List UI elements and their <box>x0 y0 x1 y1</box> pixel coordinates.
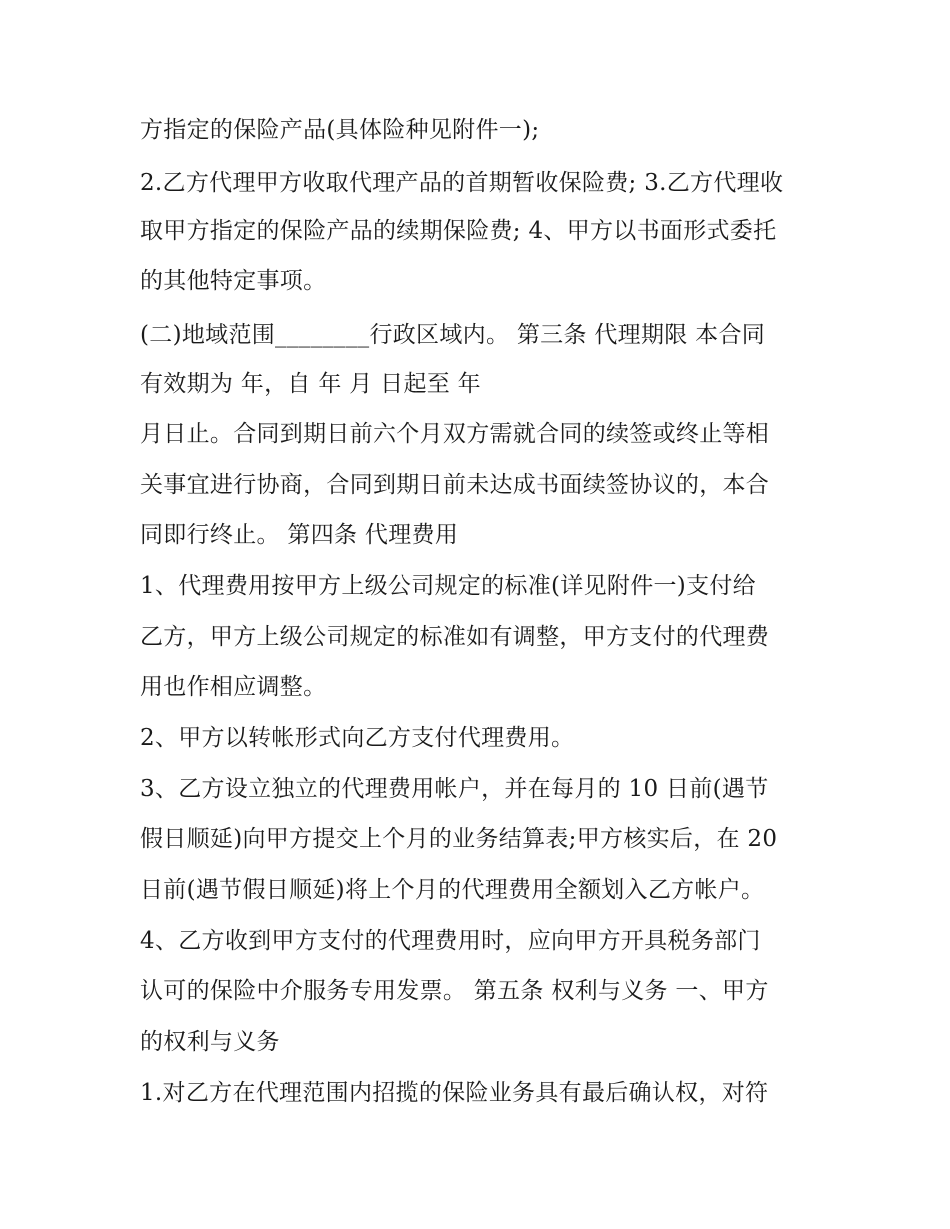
text-line: 4、乙方收到甲方支付的代理费用时，应向甲方开具税务部门 <box>140 928 761 954</box>
text-line: 关事宜进行协商，合同到期日前未达成书面续签协议的，本合 <box>140 472 770 498</box>
text-line: (二)地域范围________行政区域内。 第三条 代理期限 本合同 <box>140 322 766 348</box>
text-line: 乙方，甲方上级公司规定的标准如有调整，甲方支付的代理费 <box>140 624 770 650</box>
text-line: 同即行终止。 第四条 代理费用 <box>140 522 459 548</box>
text-line: 3、乙方设立独立的代理费用帐户，并在每月的 10 日前(遇节 <box>140 776 769 802</box>
text-line: 月日止。合同到期日前六个月双方需就合同的续签或终止等相 <box>140 421 770 447</box>
text-line: 日前(遇节假日顺延)将上个月的代理费用全额划入乙方帐户。 <box>140 877 765 903</box>
text-line: 方指定的保险产品(具体险种见附件一); <box>140 117 540 143</box>
text-line: 的其他特定事项。 <box>140 268 327 294</box>
text-line: 认可的保险中介服务专用发票。 第五条 权利与义务 一、甲方 <box>140 978 769 1004</box>
text-line: 有效期为 年，自 年 月 日起至 年 <box>140 371 481 397</box>
text-line: 2、甲方以转帐形式向乙方支付代理费用。 <box>140 725 575 751</box>
text-line: 的权利与义务 <box>140 1029 280 1055</box>
text-line: 用也作相应调整。 <box>140 674 327 700</box>
text-line: 2.乙方代理甲方收取代理产品的首期暂收保险费; 3.乙方代理收 <box>140 170 784 196</box>
text-line: 取甲方指定的保险产品的续期保险费; 4、甲方以书面形式委托 <box>140 218 777 244</box>
text-line: 假日顺延)向甲方提交上个月的业务结算表;甲方核实后，在 20 <box>140 826 778 852</box>
text-line: 1、代理费用按甲方上级公司规定的标准(详见附件一)支付给 <box>140 573 756 599</box>
text-line: 1.对乙方在代理范围内招揽的保险业务具有最后确认权，对符 <box>140 1080 769 1106</box>
